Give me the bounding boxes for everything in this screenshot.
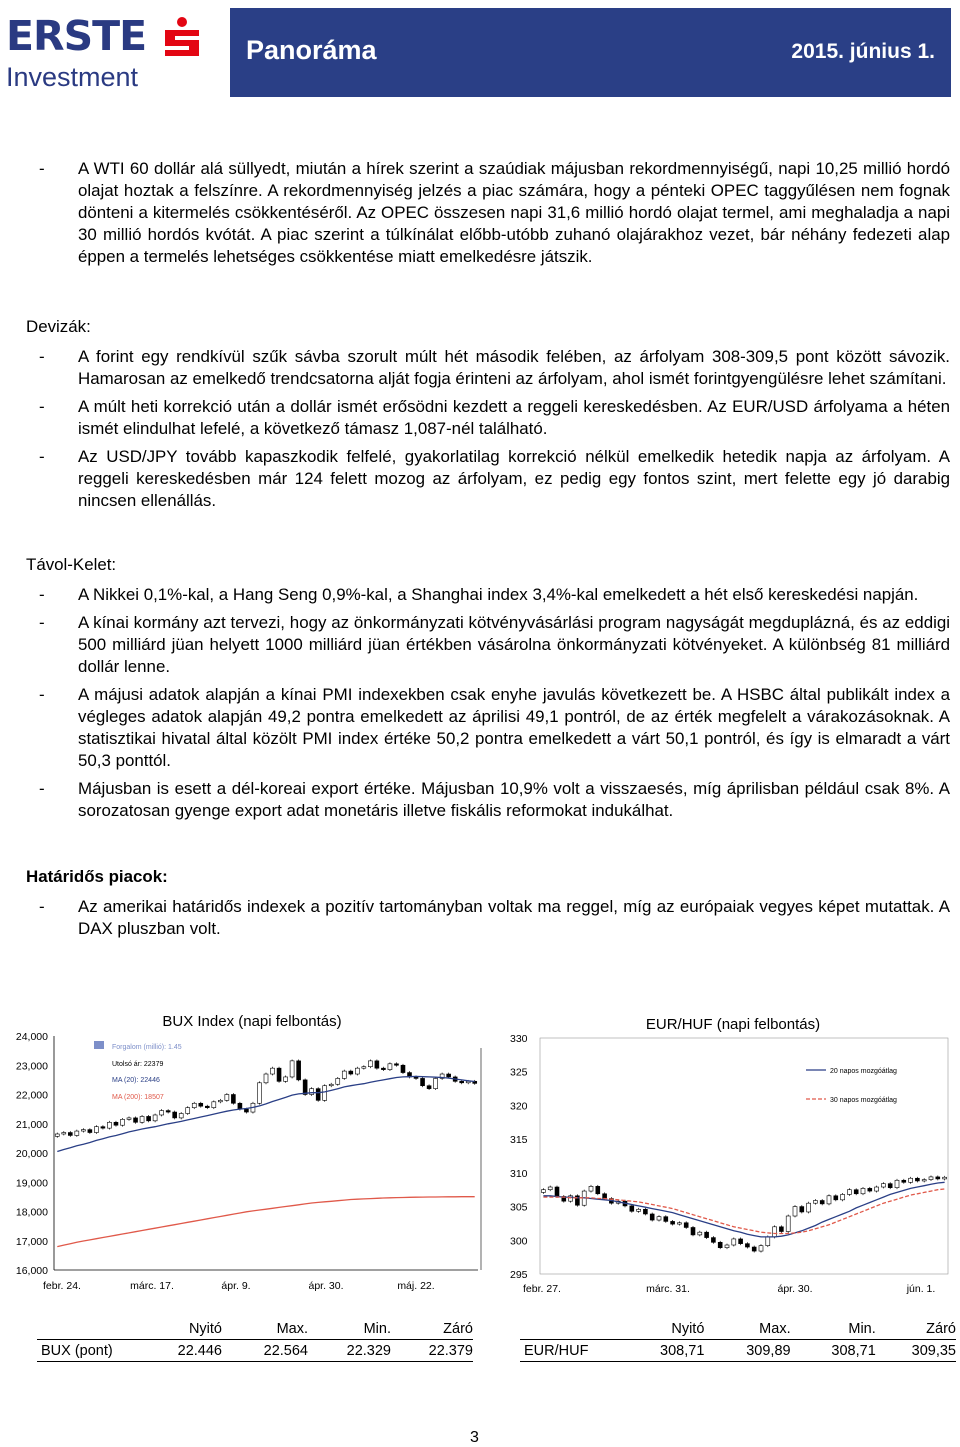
legend-entry: 20 napos mozgóátlag — [830, 1068, 897, 1075]
y-tick-label: 295 — [510, 1269, 528, 1281]
y-tick-label: 17,000 — [15, 1235, 48, 1248]
candle-body — [238, 1103, 242, 1109]
candle-body — [800, 1207, 804, 1212]
bullet-dash: - — [39, 447, 45, 466]
logo-wordmark: ERSTE — [6, 12, 147, 60]
candle-body — [336, 1078, 340, 1084]
candle-body — [421, 1078, 425, 1085]
candle-body — [290, 1061, 294, 1077]
min-value: 308,71 — [791, 1340, 876, 1362]
table-row — [520, 1340, 956, 1362]
candle-body — [739, 1239, 743, 1244]
candle-body — [684, 1223, 688, 1228]
candle-body — [671, 1221, 675, 1224]
bullet-dash: - — [39, 613, 45, 632]
oil-item-1 — [26, 158, 950, 268]
candle-body — [915, 1178, 919, 1181]
candle-body — [316, 1089, 320, 1101]
candle-body — [902, 1180, 906, 1182]
y-tick-label: 305 — [510, 1201, 528, 1214]
table-header-max: Max. — [276, 1320, 308, 1337]
candle-body — [657, 1217, 661, 1220]
candle-body — [342, 1071, 346, 1078]
candle-body — [922, 1180, 926, 1181]
table-header-open: Nyitó — [188, 1320, 222, 1337]
candle-body — [140, 1116, 144, 1122]
candle-body — [847, 1190, 851, 1195]
fx-item-text: A forint egy rendkívül szűk sávba szorult múlt hét második felében, az árfolyam 308-309,5 pont között sávozik. Hamarosan az emelkedő trendcsatorna alját fogja érinteni az árfolyam, ahol ismét forintgyengülésre lehet számítani. — [78, 347, 950, 388]
candle-body — [813, 1201, 817, 1204]
page-number: 3 — [470, 1429, 479, 1446]
bux-chart — [0, 1008, 490, 1308]
candle-body — [68, 1133, 72, 1136]
candle-body — [779, 1227, 783, 1232]
candle-body — [841, 1194, 845, 1199]
candle-body — [218, 1100, 222, 1101]
candle-body — [244, 1109, 248, 1112]
candle-body — [388, 1064, 392, 1070]
candle-body — [793, 1207, 797, 1216]
bullet-dash: - — [39, 585, 45, 604]
y-tick-label: 21,000 — [15, 1118, 48, 1131]
candle-body — [943, 1177, 947, 1179]
asia-section — [26, 554, 950, 828]
y-tick-label: 22,000 — [15, 1089, 48, 1102]
candle-body — [166, 1111, 170, 1112]
publication-title: Panoráma — [246, 35, 377, 65]
table-header-max: Max. — [759, 1320, 791, 1337]
candle-body — [650, 1214, 654, 1220]
fx-item-text: A múlt heti korrekció után a dollár ismét erősödni kezdett a reggeli kereskedésben. Az EUR/USD árfolyama a héten ismét elindulhat lefelé, a következő támasz 1,087-nél található. — [78, 397, 950, 438]
bux-chart-svg — [0, 1008, 490, 1308]
instrument-name: BUX (pont) — [37, 1340, 145, 1362]
candle-body — [630, 1206, 634, 1211]
fx-item-3 — [26, 446, 950, 512]
candle-body — [349, 1071, 353, 1074]
candle-body — [725, 1245, 729, 1248]
candle-body — [875, 1187, 879, 1191]
candle-body — [718, 1242, 722, 1247]
candle-body — [732, 1239, 736, 1245]
eurhuf-chart — [490, 1008, 960, 1308]
candle-body — [447, 1074, 451, 1077]
candle-body — [257, 1083, 261, 1103]
candle-body — [160, 1111, 164, 1115]
chart-title: EUR/HUF (napi felbontás) — [645, 1016, 821, 1033]
asia-heading: Távol-Kelet: — [26, 555, 117, 574]
candle-body — [705, 1232, 709, 1237]
bux-quote-table — [37, 1318, 473, 1362]
candle-body — [589, 1186, 593, 1191]
candle-body — [284, 1077, 288, 1081]
candle-body — [127, 1118, 131, 1119]
bullet-dash: - — [39, 685, 45, 704]
candle-body — [834, 1196, 838, 1200]
candle-body — [101, 1127, 105, 1128]
candle-body — [323, 1086, 327, 1101]
candle-body — [460, 1081, 464, 1082]
candle-body — [186, 1108, 190, 1114]
candle-body — [773, 1227, 777, 1237]
legend-entry: MA (20): 22446 — [112, 1077, 160, 1084]
ma200-line — [57, 1197, 474, 1247]
candle-body — [807, 1203, 811, 1212]
candle-body — [88, 1130, 92, 1133]
legend-swatch-volume — [94, 1041, 104, 1049]
legend-entry: 30 napos mozgóátlag — [830, 1097, 897, 1104]
candle-body — [895, 1180, 899, 1187]
logo-subtitle: Investment — [6, 62, 139, 92]
table-header-min: Min. — [848, 1320, 876, 1337]
futures-heading: Határidős piacok: — [26, 867, 168, 886]
candle-body — [752, 1247, 756, 1251]
candle-body — [820, 1201, 824, 1204]
y-tick-label: 20,000 — [15, 1148, 48, 1160]
y-tick-label: 18,000 — [15, 1206, 48, 1219]
asia-item-2 — [26, 612, 950, 678]
table-row — [37, 1340, 473, 1362]
asia-item-1 — [26, 584, 950, 606]
bullet-dash: - — [39, 897, 45, 916]
candle-body — [205, 1106, 209, 1107]
candle-body — [555, 1187, 559, 1196]
candle-body — [711, 1238, 715, 1243]
y-tick-label: 320 — [510, 1100, 528, 1113]
legend-entry: Forgalom (millió): 1.45 — [112, 1044, 182, 1051]
candle-body — [786, 1216, 790, 1232]
close-value: 309,35 — [876, 1340, 956, 1362]
table-header-min: Min. — [363, 1320, 391, 1337]
y-tick-label: 330 — [510, 1033, 528, 1045]
max-value: 22.564 — [222, 1340, 308, 1362]
candle-body — [94, 1127, 98, 1133]
asia-item-4 — [26, 778, 950, 822]
bullet-dash: - — [39, 779, 45, 798]
instrument-name: EUR/HUF — [520, 1340, 620, 1362]
y-tick-label: 23,000 — [15, 1060, 48, 1073]
open-value: 308,71 — [620, 1340, 704, 1362]
y-tick-label: 325 — [510, 1066, 528, 1079]
x-tick-label: ápr. 30. — [308, 1280, 344, 1292]
fx-heading: Devizák: — [26, 317, 91, 336]
x-tick-label: márc. 17. — [130, 1280, 174, 1292]
candle-body — [355, 1068, 359, 1074]
futures-item-text: Az amerikai határidős indexek a pozitív tartományban voltak ma reggel, míg az európaiak vegyes képet mutattak. A DAX pluszban volt. — [78, 897, 950, 938]
publication-date: 2015. június 1. — [791, 40, 935, 63]
candle-body — [297, 1061, 301, 1080]
candle-body — [153, 1115, 157, 1121]
oil-section — [26, 158, 950, 274]
candle-body — [192, 1103, 196, 1107]
candle-body — [212, 1102, 216, 1108]
asia-item-text: Májusban is esett a dél-koreai export értéke. Májusban 10,9% volt a visszaesés, míg áprilisban például csak 8%. A sorozatosan gyenge export adat monetáris illetve fiskális reformokat indukálhat. — [78, 779, 950, 820]
eurhuf-quote-table — [520, 1318, 956, 1362]
erste-investment-logo — [4, 14, 204, 94]
candle-body — [107, 1122, 111, 1128]
header-banner — [230, 8, 951, 97]
candle-body — [414, 1077, 418, 1078]
candle-body — [691, 1227, 695, 1234]
candle-body — [596, 1186, 600, 1193]
legend-entry: Utolsó ár: 22379 — [112, 1061, 164, 1068]
candle-body — [637, 1209, 641, 1211]
table-header-open: Nyitó — [671, 1320, 705, 1337]
candle-body — [375, 1061, 379, 1068]
y-tick-label: 300 — [510, 1235, 528, 1248]
x-tick-label: máj. 22. — [397, 1280, 435, 1292]
candle-body — [548, 1187, 552, 1190]
candle-body — [277, 1068, 281, 1081]
chart-title: BUX Index (napi felbontás) — [162, 1013, 342, 1030]
asia-item-text: A májusi adatok alapján a kínai PMI indexekben csak enyhe javulás következett be. A HSBC által publikált index a végleges adatok alapján 49,2 pontra emelkedett az áprilisi 49,1 pontról, de az érték megfelelt a várakozásoknak. A statisztikai hivatal által közölt PMI index értéke 50,2 pontra emelkedett a várt 50,1 pontról, és így is elmaradt a várt 50,3 ponttól. — [78, 685, 950, 770]
candle-body — [861, 1188, 865, 1193]
y-tick-label: 24,000 — [15, 1031, 48, 1043]
fx-section — [26, 316, 950, 518]
candle-body — [401, 1065, 405, 1072]
candle-body — [677, 1223, 681, 1224]
y-tick-label: 310 — [510, 1167, 528, 1180]
fx-item-2 — [26, 396, 950, 440]
y-tick-label: 16,000 — [15, 1265, 48, 1277]
asia-item-text: A Nikkei 0,1%-kal, a Hang Seng 0,9%-kal, a Shanghai index 3,4%-kal emelkedett a hét első kereskedési napján. — [78, 585, 919, 604]
min-value: 22.329 — [308, 1340, 391, 1362]
candle-body — [868, 1188, 872, 1191]
candle-body — [434, 1078, 438, 1088]
candle-body — [134, 1118, 138, 1122]
oil-item-text: A WTI 60 dollár alá süllyedt, miután a hírek szerint a szaúdiak májusban rekordmennyiségű, napi 10,25 millió hordó olajat hoztak a felszínre. A rekordmennyiség jelzés a piac számára, hogy a pénteki OPEC taggyűlésen nem fognak dönteni a kitermelés csökkentéséről. Az OPEC összesen napi 31,6 millió hordó olajat termel, ami meghaladja a napi 30 millió hordós kvótát. A piac szerint a túlkínálat előbb-utóbb zuhanó olajárakhoz vezet, bár néhány fedezeti alap éppen a termelés lehetséges csökkentése miatt emelkedésre játszik. — [78, 159, 950, 266]
candle-body — [75, 1131, 79, 1135]
table-header-close: Záró — [926, 1320, 956, 1337]
candle-body — [303, 1080, 307, 1095]
candle-body — [381, 1068, 385, 1069]
x-tick-label: ápr. 9. — [221, 1280, 251, 1292]
x-tick-label: márc. 31. — [646, 1283, 690, 1295]
bullet-dash: - — [39, 347, 45, 366]
fx-item-text: Az USD/JPY tovább kapaszkodik felfelé, gyakorlatilag korrekció nélkül emelkedik hetedik napja az árfolyam. A reggeli kereskedésben már 124 felett mozog az árfolyam, ez pedig egy fontos szint, mert felette egy jó darabig nincsen ellenállás. — [78, 447, 950, 510]
candle-body — [854, 1190, 858, 1194]
candle-body — [766, 1237, 770, 1246]
candle-body — [173, 1112, 177, 1118]
candle-body — [936, 1177, 940, 1179]
candle-body — [62, 1133, 66, 1134]
candle-body — [362, 1067, 366, 1068]
candle-body — [179, 1114, 183, 1118]
y-tick-label: 315 — [510, 1134, 528, 1147]
candle-body — [271, 1068, 275, 1074]
candle-body — [120, 1119, 124, 1125]
fx-item-1 — [26, 346, 950, 390]
candle-body — [55, 1134, 59, 1136]
candle-body — [888, 1184, 892, 1188]
ma20-line — [57, 1076, 474, 1151]
x-tick-label: ápr. 30. — [777, 1283, 813, 1295]
candle-body — [759, 1246, 763, 1251]
asia-item-3 — [26, 684, 950, 772]
candle-body — [199, 1103, 203, 1106]
candle-body — [329, 1084, 333, 1085]
candle-body — [225, 1095, 229, 1101]
y-tick-label: 19,000 — [15, 1177, 48, 1190]
candle-body — [394, 1064, 398, 1065]
table-header-close: Záró — [443, 1320, 473, 1337]
candle-body — [147, 1116, 151, 1120]
x-tick-label: jún. 1. — [906, 1283, 936, 1295]
x-tick-label: febr. 24. — [43, 1280, 81, 1292]
candle-body — [541, 1190, 545, 1193]
bullet-dash: - — [39, 397, 45, 416]
candle-body — [664, 1217, 668, 1222]
candle-body — [114, 1122, 118, 1125]
candle-body — [231, 1095, 235, 1104]
table-header-blank — [37, 1318, 145, 1340]
futures-item-1 — [26, 896, 950, 940]
candle-body — [643, 1209, 647, 1214]
candle-body — [264, 1074, 268, 1083]
candle-body — [929, 1177, 933, 1180]
candle-body — [909, 1178, 913, 1182]
candle-body — [827, 1196, 831, 1204]
candle-body — [745, 1244, 749, 1247]
open-value: 22.446 — [145, 1340, 222, 1362]
max-value: 309,89 — [704, 1340, 790, 1362]
legend-entry: MA (200): 18507 — [112, 1094, 164, 1101]
eurhuf-chart-svg — [490, 1008, 960, 1308]
candle-body — [881, 1184, 885, 1187]
bullet-dash: - — [39, 159, 45, 178]
close-value: 22.379 — [391, 1340, 473, 1362]
candle-body — [368, 1061, 372, 1067]
candle-body — [81, 1130, 85, 1131]
asia-item-text: A kínai kormány azt tervezi, hogy az önkormányzati kötvényvásárlási program nagyságát megduplázná, és az eddigi 500 milliárd jüan helyett 1000 milliárd jüan értékben vásárolna önkormányzati kötvényeket. A különbség 81 milliárd dollár lenne. — [78, 613, 950, 676]
x-tick-label: febr. 27. — [523, 1283, 561, 1295]
futures-section — [26, 866, 950, 946]
candle-body — [603, 1194, 607, 1199]
table-header-blank — [520, 1318, 620, 1340]
candle-body — [698, 1232, 702, 1235]
candle-body — [427, 1086, 431, 1089]
erste-s-icon — [162, 16, 202, 60]
candle-body — [310, 1089, 314, 1095]
